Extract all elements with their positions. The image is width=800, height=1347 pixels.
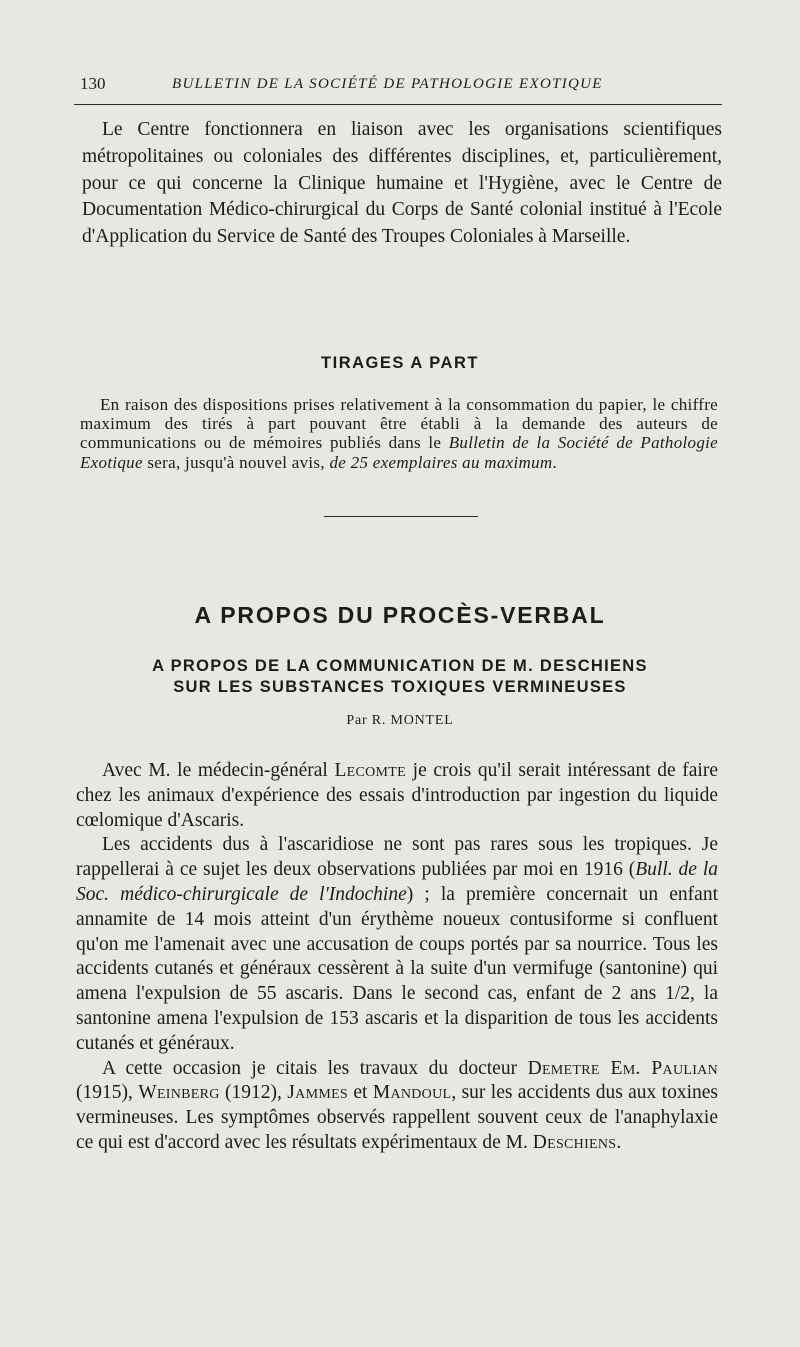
tirages-title: TIRAGES A PART — [321, 354, 479, 372]
tirages-paragraph — [80, 395, 718, 472]
name-lecomte: Lecomte — [334, 760, 407, 781]
p3-text-d: et — [348, 1082, 373, 1104]
name-mandoul: Mandoul — [372, 1082, 452, 1104]
journal-title: BULLETIN DE LA SOCIÉTÉ DE PATHOLOGIE EXOTIQUE — [172, 76, 603, 92]
p3-text-c: (1912), — [219, 1082, 288, 1104]
section-divider — [324, 516, 478, 517]
tirages-text-3: . — [552, 452, 558, 472]
p3-text-f: . — [616, 1131, 622, 1153]
p3-text-a: A cette occasion je citais les travaux du docteur — [102, 1057, 528, 1079]
name-jammes: Jammes — [287, 1082, 349, 1104]
p3-text-b: (1915), — [76, 1082, 139, 1104]
p1-text-a: Avec M. le médecin-général — [102, 760, 335, 781]
montel-article-body — [76, 759, 718, 1156]
running-head — [80, 74, 720, 100]
communication-subtitle — [0, 656, 800, 698]
page-number: 130 — [80, 74, 106, 93]
tirages-text-2: sera, jusqu'à nouvel avis, — [142, 452, 330, 472]
p3-text-e: , sur les accidents dus aux toxines vermineuses. Les symptômes observés rappellent souvent ceux de l'anaphylaxie ce qui est d'accord avec les résultats expérimentaux de M. — [76, 1082, 718, 1153]
montel-paragraph-2 — [76, 833, 718, 1056]
reference-italic: Bull. de la Soc. médico-chirurgicale de l'Indochine — [76, 859, 719, 905]
name-weinberg: Weinberg — [138, 1082, 220, 1104]
header-rule — [74, 104, 722, 105]
p2-text-b: ) ; la première concernait un enfant annamite de 14 mois atteint d'un érythème noueux contusiforme si confluent qu'on me l'amenait avec une accusation de coups portés par sa nourrice. Tous les accidents cutanés et généraux cessèrent à la suite d'un vermifuge (santonine) qui amena l'expulsion de 55 ascaris. Dans le second cas, enfant de 2 ans 1/2, la santonine amena l'expulsion de 153 ascaris et la disparition de tous les accidents cutanés et généraux. — [76, 883, 718, 1054]
proces-verbal-title: A PROPOS DU PROCÈS-VERBAL — [194, 602, 606, 628]
tirages-text-1: En raison des dispositions prises relativement à la consommation du papier, le chiffre maximum des tirés à part pouvant être établi à la demande des auteurs de communications ou de mémoires publiés dans le — [80, 395, 718, 453]
p1-text-b: je crois qu'il serait intéressant de faire chez les animaux d'expérience des essais d'introduction par ingestion du liquide cœlomique d'Ascaris. — [76, 760, 718, 831]
author-byline: Par R. MONTEL — [346, 713, 454, 728]
name-deschiens: Deschiens — [532, 1131, 617, 1153]
montel-paragraph-1 — [76, 759, 718, 833]
subtitle-line-2: SUR LES SUBSTANCES TOXIQUES VERMINEUSES — [173, 678, 627, 696]
p2-text-a: Les accidents dus à l'ascaridiose ne sont pas rares sous les tropiques. Je rappellerai à ce sujet les deux observations publiées par moi en 1916 ( — [76, 834, 718, 881]
centre-paragraph: Le Centre fonctionnera en liaison avec les organisations scientifiques métropolitaines ou coloniales des différentes disciplines, et, particulièrement, pour ce qui concerne la Clinique humaine et l'Hygiène, avec le Centre de Documentation Médico-chirurgical du Corps de Santé colonial institué à l'Ecole d'Application du Service de Santé des Troupes Coloniales à Marseille. — [82, 119, 722, 248]
copies-limit-italic: de 25 exemplaires au maximum — [329, 452, 553, 472]
name-demetre-paulian: Demetre Em. Paulian — [527, 1057, 719, 1079]
montel-paragraph-3 — [76, 1057, 718, 1156]
subtitle-line-1: A PROPOS DE LA COMMUNICATION DE M. DESCHIENS — [152, 657, 648, 675]
bulletin-title-italic: Bulletin de la Société de Pathologie Exotique — [80, 433, 718, 472]
